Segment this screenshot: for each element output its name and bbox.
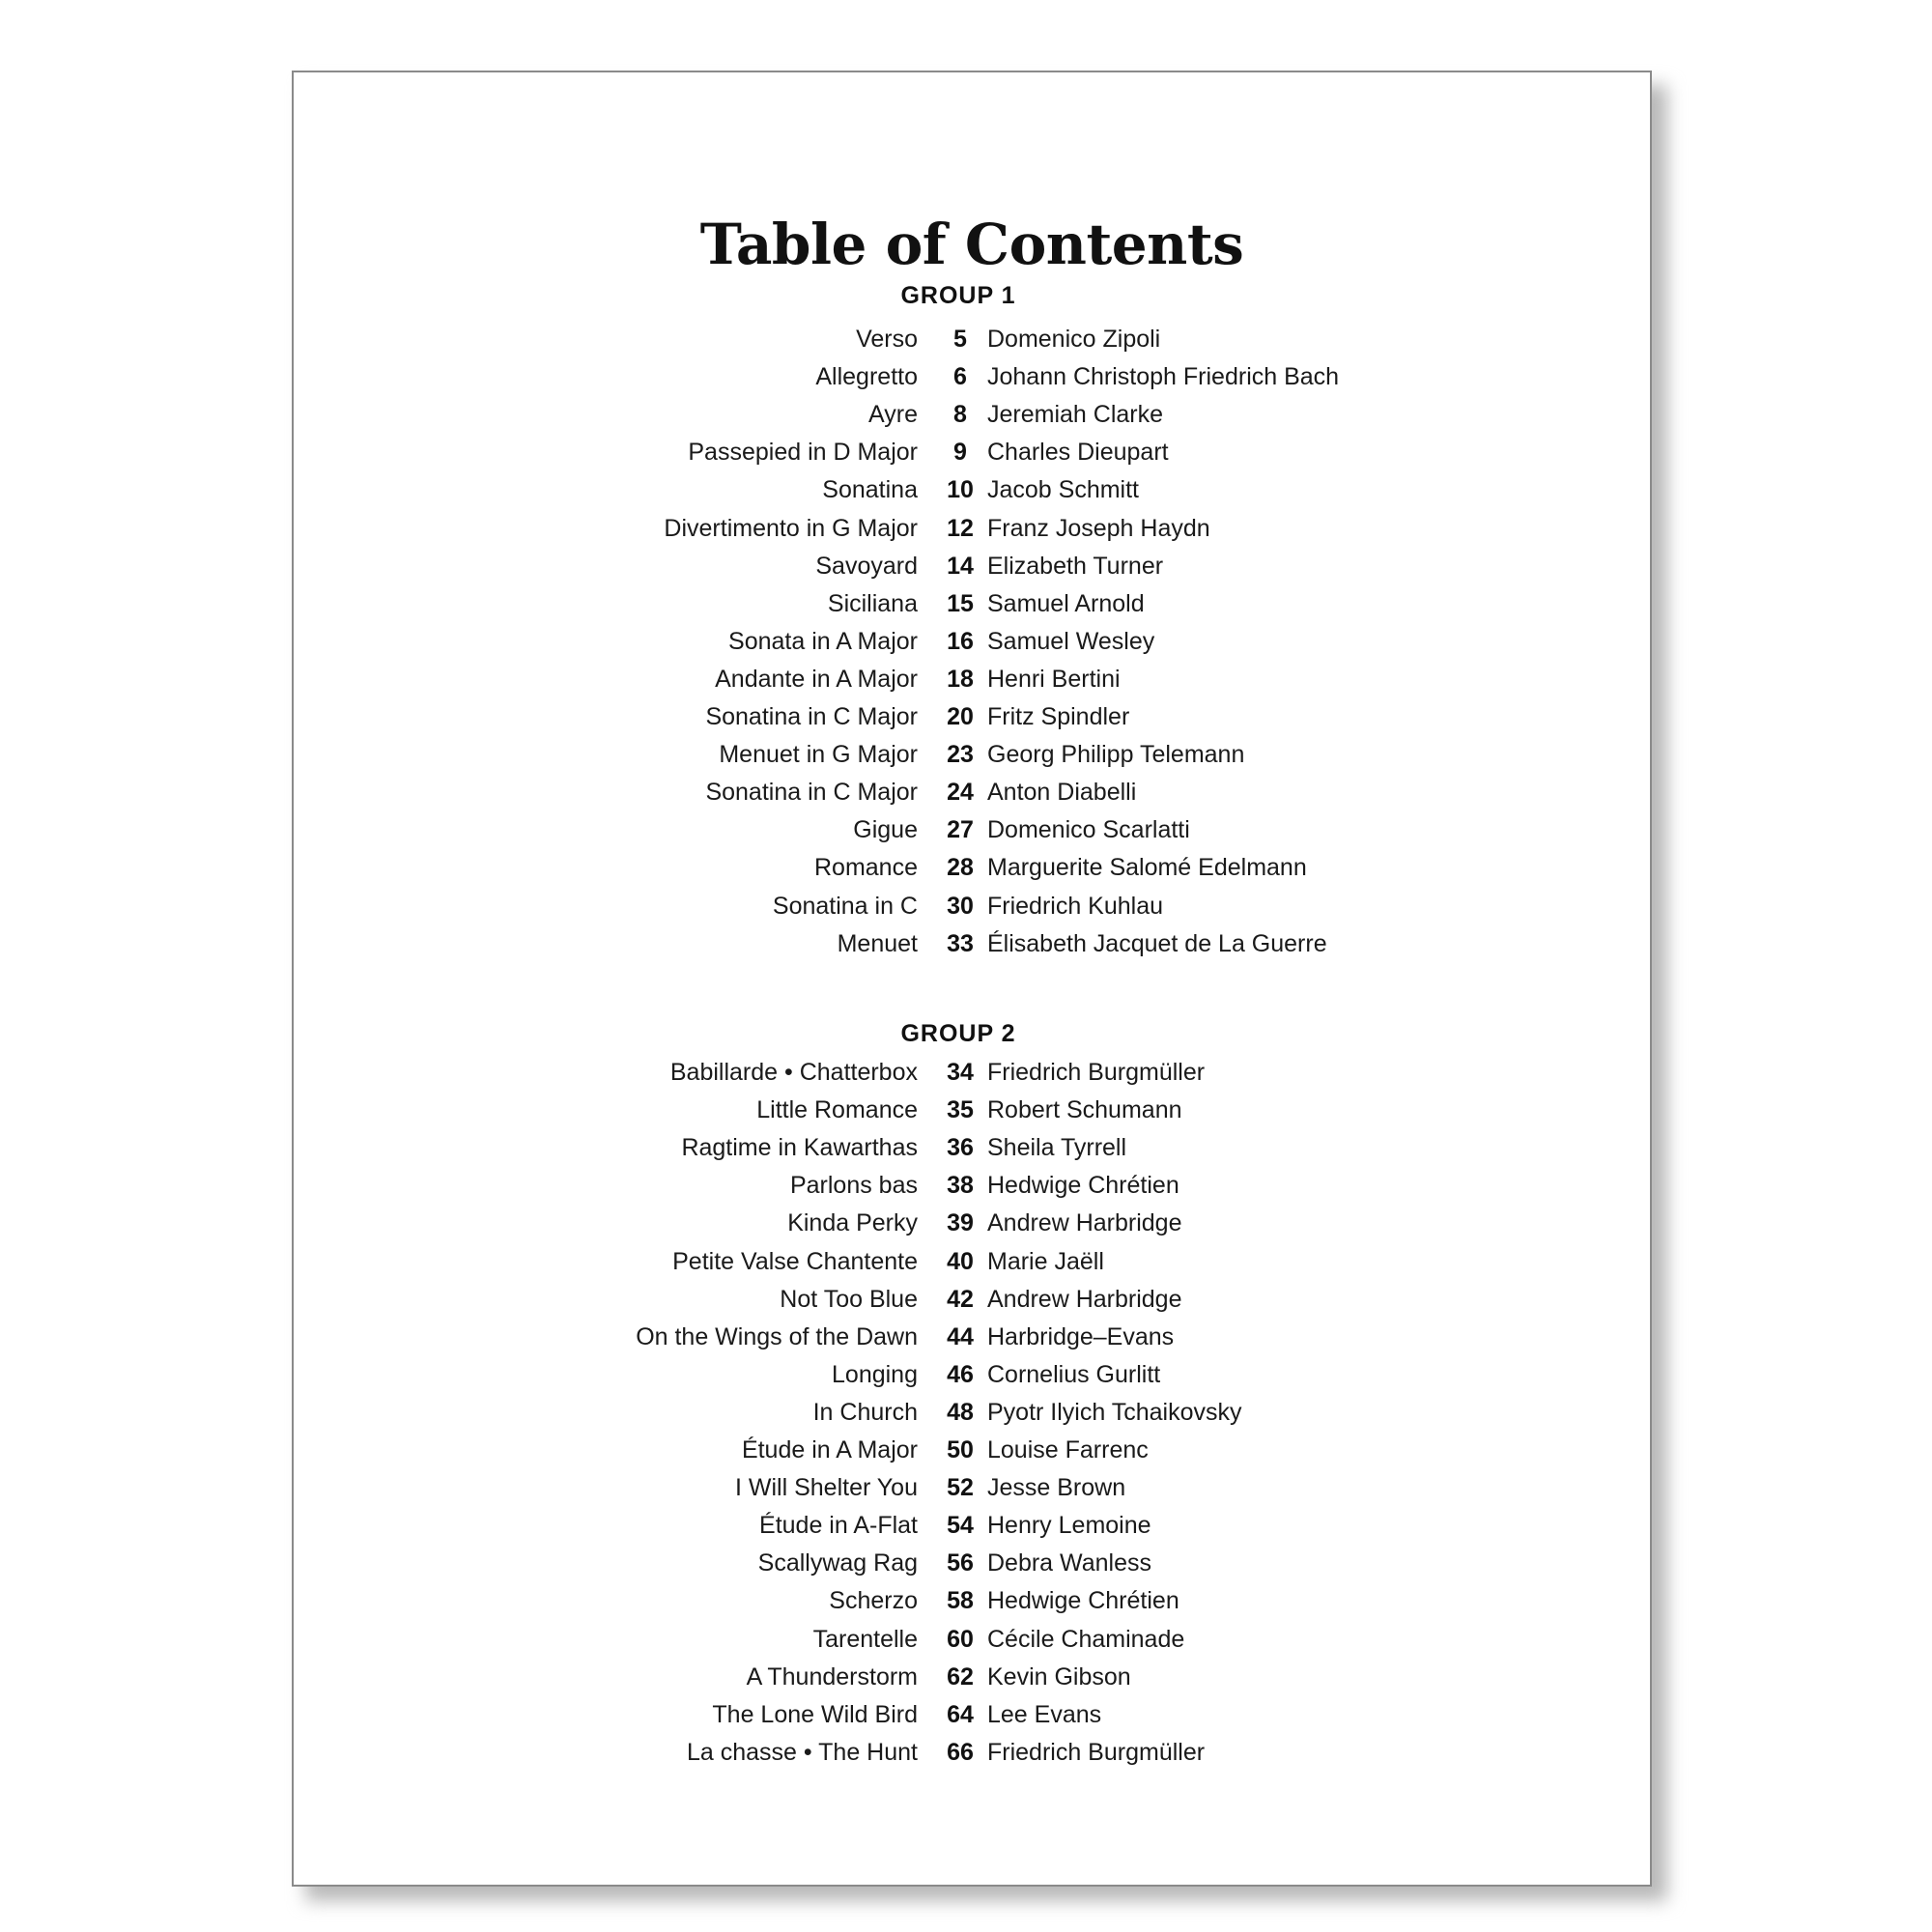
page-number: 66 [947,1739,974,1766]
page-number: 39 [947,1209,974,1236]
composer-name: Pyotr Ilyich Tchaikovsky [987,1399,1242,1426]
piece-title: Menuet in G Major [719,741,918,768]
piece-title: Andante in A Major [715,666,918,693]
composer-name: Kevin Gibson [987,1663,1131,1690]
page-number: 34 [947,1059,974,1086]
composer-name: Henri Bertini [987,666,1121,693]
toc-entry [294,1092,1650,1129]
page-number: 50 [947,1436,974,1463]
toc-entry [294,925,1650,963]
piece-title: Sonatina in C Major [705,703,918,730]
composer-name: Jesse Brown [987,1474,1126,1501]
page-number: 18 [947,666,974,693]
piece-title: Scallywag Rag [757,1549,918,1577]
composer-name: Harbridge–Evans [987,1323,1175,1350]
piece-title: The Lone Wild Bird [712,1701,918,1728]
piece-title: Tarentelle [812,1626,918,1653]
composer-name: Charles Dieupart [987,439,1169,466]
piece-title: Parlons bas [789,1172,918,1199]
piece-title: Little Romance [756,1096,918,1123]
composer-name: Franz Joseph Haydn [987,515,1210,542]
page-number: 20 [947,703,974,730]
page-number: 58 [947,1587,974,1614]
page-number: 33 [947,930,974,957]
piece-title: La chasse • The Hunt [687,1739,918,1766]
toc-entry [294,774,1650,811]
page-number: 10 [947,476,974,503]
composer-name: Anton Diabelli [987,779,1137,806]
toc-entry [294,1356,1650,1394]
group-heading: GROUP 2 [900,1020,1016,1047]
composer-name: Friedrich Burgmüller [987,1059,1206,1086]
toc-entry [294,1582,1650,1620]
composer-name: Friedrich Burgmüller [987,1739,1206,1766]
piece-title: Sonata in A Major [728,628,918,655]
composer-name: Élisabeth Jacquet de La Guerre [987,930,1327,957]
piece-title: A Thunderstorm [746,1663,918,1690]
piece-title: On the Wings of the Dawn [636,1323,918,1350]
composer-name: Sheila Tyrrell [987,1134,1127,1161]
page-number: 9 [953,439,967,466]
toc-entry [294,888,1650,925]
piece-title: Not Too Blue [780,1286,918,1313]
page-number: 36 [947,1134,974,1161]
page-title: Table of Contents [699,212,1244,277]
composer-name: Louise Farrenc [987,1436,1149,1463]
toc-entry [294,736,1650,774]
page-number: 24 [947,779,974,806]
document-page [292,71,1652,1887]
page-number: 8 [953,401,967,428]
toc-entry [294,548,1650,585]
composer-name: Jeremiah Clarke [987,401,1164,428]
composer-name: Henry Lemoine [987,1512,1151,1539]
toc-entry [294,661,1650,698]
composer-name: Elizabeth Turner [987,553,1164,580]
composer-name: Lee Evans [987,1701,1102,1728]
page-number: 54 [947,1512,974,1539]
toc-entry [294,510,1650,548]
page-number: 56 [947,1549,974,1577]
composer-name: Domenico Zipoli [987,326,1161,353]
toc-entry [294,1545,1650,1582]
piece-title: Sonatina in C [772,893,918,920]
page-number: 46 [947,1361,974,1388]
composer-name: Andrew Harbridge [987,1286,1182,1313]
piece-title: Menuet [837,930,918,957]
page-number: 40 [947,1248,974,1275]
piece-title: Scherzo [829,1587,918,1614]
composer-name: Georg Philipp Telemann [987,741,1245,768]
toc-entry [294,1281,1650,1319]
toc-entry [294,1167,1650,1205]
composer-name: Debra Wanless [987,1549,1151,1577]
piece-title: Sonatina [822,476,918,503]
page-number: 5 [953,326,967,353]
piece-title: Kinda Perky [787,1209,918,1236]
composer-name: Johann Christoph Friedrich Bach [987,363,1340,390]
piece-title: Allegretto [815,363,918,390]
toc-entry [294,623,1650,661]
piece-title: Siciliana [827,590,918,617]
toc-entry [294,1129,1650,1167]
page-number: 27 [947,816,974,843]
toc-entry [294,1696,1650,1734]
page-number: 16 [947,628,974,655]
toc-entry [294,1621,1650,1659]
composer-name: Fritz Spindler [987,703,1130,730]
piece-title: In Church [812,1399,918,1426]
page-number: 14 [947,553,974,580]
page-number: 52 [947,1474,974,1501]
toc-entry [294,1507,1650,1545]
page-number: 38 [947,1172,974,1199]
toc-entry [294,1243,1650,1281]
toc-entry [294,396,1650,434]
composer-name: Hedwige Chrétien [987,1587,1179,1614]
piece-title: I Will Shelter You [735,1474,918,1501]
toc-entry [294,1205,1650,1242]
page-number: 60 [947,1626,974,1653]
piece-title: Longing [832,1361,918,1388]
page-number: 42 [947,1286,974,1313]
toc-entry [294,1054,1650,1092]
toc-entry [294,434,1650,471]
composer-name: Cornelius Gurlitt [987,1361,1161,1388]
toc-entry [294,1659,1650,1696]
composer-name: Marguerite Salomé Edelmann [987,854,1307,881]
composer-name: Hedwige Chrétien [987,1172,1179,1199]
toc-entry [294,811,1650,849]
piece-title: Passepied in D Major [688,439,918,466]
composer-name: Cécile Chaminade [987,1626,1185,1653]
piece-title: Ayre [868,401,918,428]
group-heading: GROUP 1 [900,282,1016,309]
piece-title: Romance [814,854,918,881]
piece-title: Ragtime in Kawarthas [681,1134,918,1161]
toc-entry [294,1394,1650,1432]
piece-title: Babillarde • Chatterbox [669,1059,918,1086]
toc-entry [294,1734,1650,1772]
page-number: 44 [947,1323,974,1350]
composer-name: Samuel Wesley [987,628,1155,655]
page-number: 35 [947,1096,974,1123]
toc-entry [294,321,1650,358]
page-number: 28 [947,854,974,881]
composer-name: Samuel Arnold [987,590,1145,617]
toc-entry [294,1469,1650,1507]
toc-entry [294,585,1650,623]
composer-name: Jacob Schmitt [987,476,1140,503]
page-number: 30 [947,893,974,920]
composer-name: Friedrich Kuhlau [987,893,1164,920]
piece-title: Sonatina in C Major [705,779,918,806]
page-number: 64 [947,1701,974,1728]
piece-title: Savoyard [815,553,918,580]
toc-entry [294,1319,1650,1356]
piece-title: Étude in A Major [741,1436,918,1463]
composer-name: Robert Schumann [987,1096,1182,1123]
page-number: 62 [947,1663,974,1690]
piece-title: Verso [856,326,918,353]
composer-name: Domenico Scarlatti [987,816,1190,843]
toc-entry [294,698,1650,736]
page-number: 15 [947,590,974,617]
toc-entry [294,358,1650,396]
piece-title: Divertimento in G Major [664,515,918,542]
composer-name: Marie Jaëll [987,1248,1104,1275]
page-number: 48 [947,1399,974,1426]
toc-entry [294,1432,1650,1469]
toc-entry [294,471,1650,509]
piece-title: Petite Valse Chantente [672,1248,918,1275]
piece-title: Étude in A-Flat [759,1512,918,1539]
piece-title: Gigue [853,816,918,843]
composer-name: Andrew Harbridge [987,1209,1182,1236]
page-number: 12 [947,515,974,542]
toc-entry [294,849,1650,887]
page-number: 6 [953,363,967,390]
page-number: 23 [947,741,974,768]
